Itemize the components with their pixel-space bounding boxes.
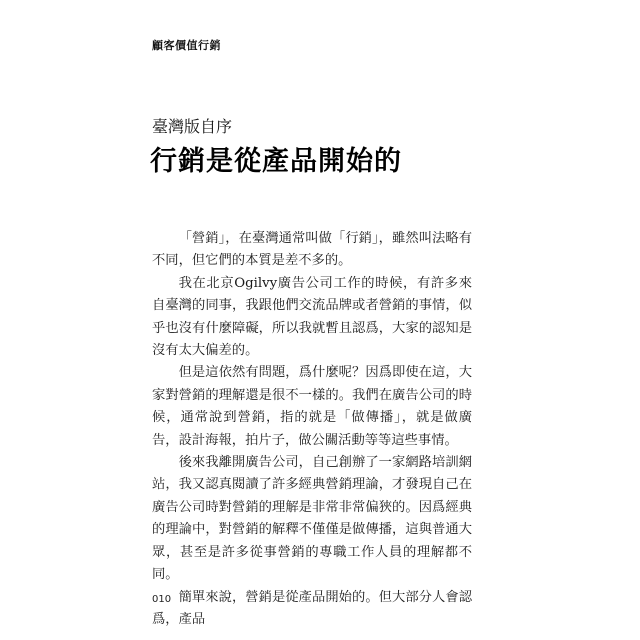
page-number: 010 [152, 594, 172, 605]
body-text [152, 228, 472, 631]
paragraph: 後來我離開廣告公司，自己創辦了一家網路培訓網站，我又認真閱讀了許多經典營銷理論，才發現自己在廣告公司時對營銷的理解是非常非常偏狹的。因爲經典的理論中，對營銷的解釋不僅僅是做傳播，這與普通大眾，甚至是許多從事營銷的專職工作人員的理解都不同。 [152, 455, 472, 583]
paragraph: 我在北京Ogilvy廣告公司工作的時候，有許多來自臺灣的同事，我跟他們交流品牌或者營銷的事情，似乎也沒有什麼障礙，所以我就暫且認爲，大家的認知是沒有太大偏差的。 [152, 275, 472, 359]
paragraph: 「營銷」，在臺灣通常叫做「行銷」，雖然叫法略有不同，但它們的本質是差不多的。 [152, 231, 472, 269]
paragraph: 簡單來說，營銷是從產品開始的。但大部分人會認爲，產品 [152, 589, 472, 627]
section-label: 臺灣版自序 [152, 117, 233, 136]
chapter-title: 行銷是從產品開始的 [150, 146, 402, 177]
running-head: 顧客價值行銷 [152, 39, 221, 52]
paragraph: 但是這依然有問題，爲什麼呢？因爲即使在這，大家對營銷的理解還是很不一樣的。我們在廣告公司的時候，通常說到營銷，指的就是「做傳播」，就是做廣告，設計海報，拍片子，做公關活動等等這些事情。 [152, 365, 472, 448]
